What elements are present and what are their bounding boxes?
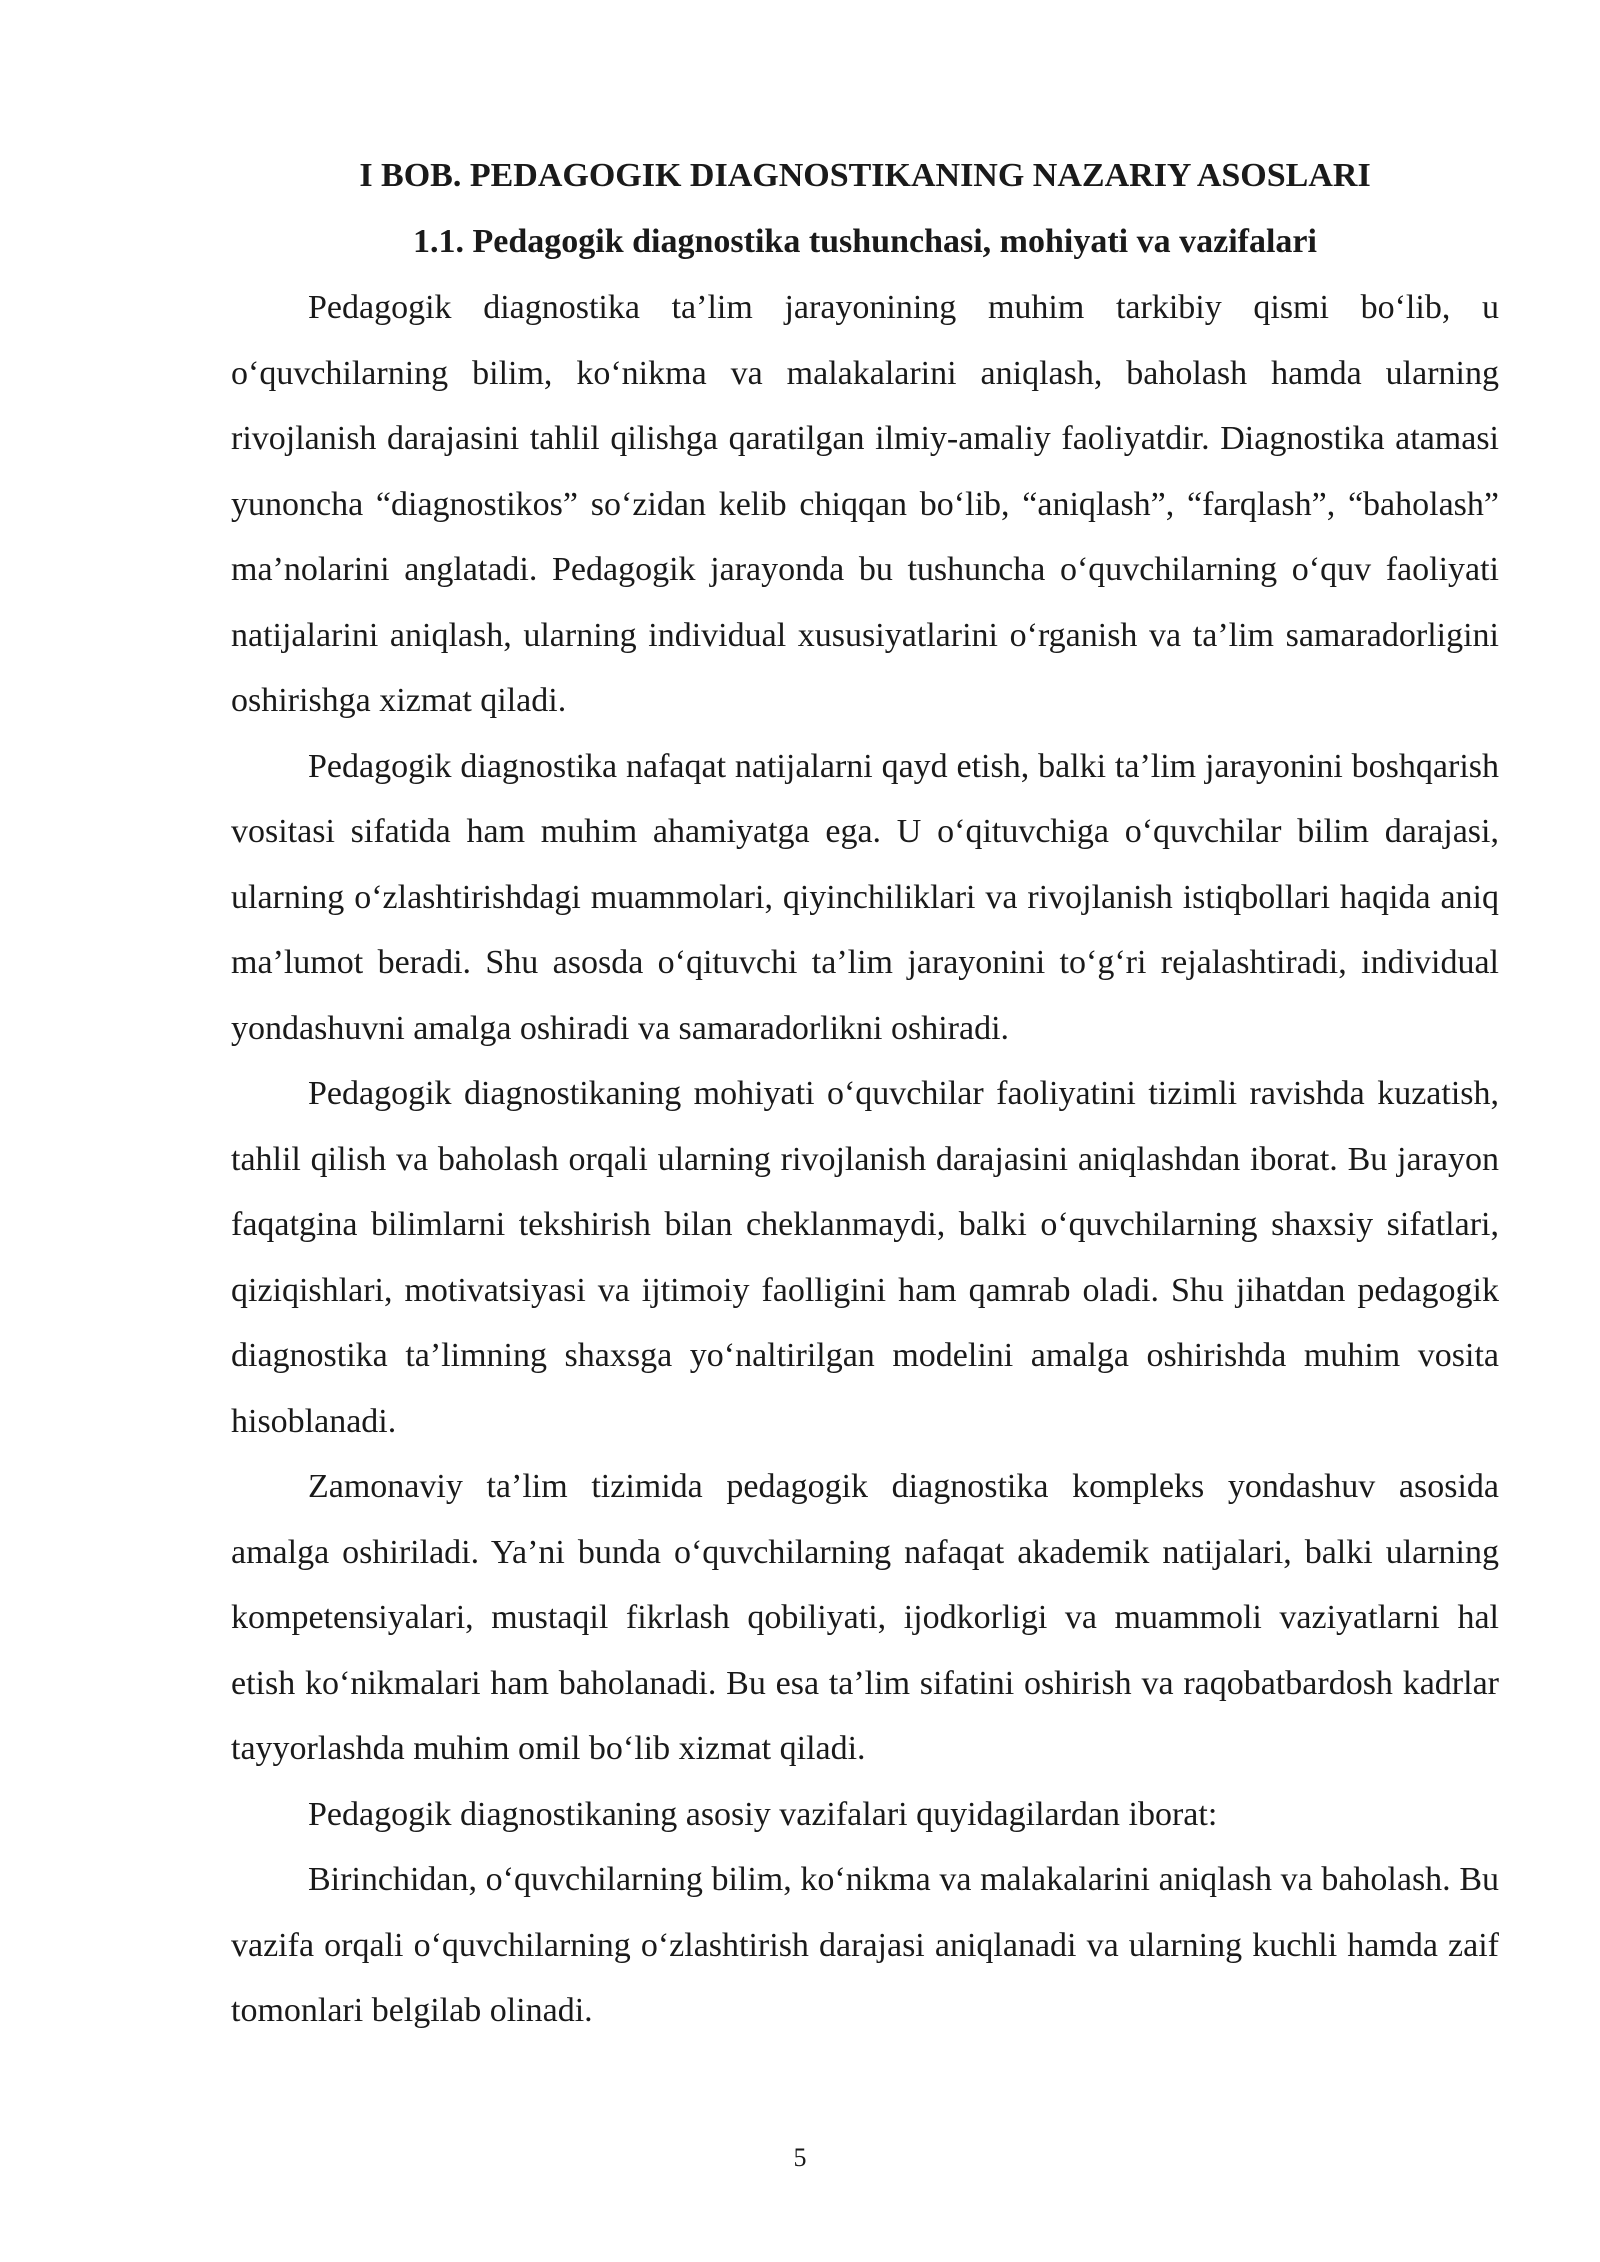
- paragraph-4: Zamonaviy ta’lim tizimida pedagogik diagnostika kompleks yondashuv asosida amalga oshiriladi. Ya’ni bunda o‘quvchilarning nafaqat akademik natijalari, balki ularning kompetensiyalari, mustaqil fikrlash qobiliyati, ijodkorligi va muammoli vaziyatlarni hal etish ko‘nikmalari ham baholanadi. Bu esa ta’lim sifatini oshirish va raqobatbardosh kadrlar tayyorlashda muhim omil bo‘lib xizmat qiladi.: [231, 1468, 1499, 1767]
- paragraph-1: Pedagogik diagnostika ta’lim jarayonining muhim tarkibiy qismi bo‘lib, u o‘quvchilarning bilim, ko‘nikma va malakalarini aniqlash, baholash hamda ularning rivojlanish darajasini tahlil qilishga qaratilgan ilmiy-amaliy faoliyatdir. Diagnostika atamasi yunoncha “diagnostikos” so‘zidan kelib chiqqan bo‘lib, “aniqlash”, “farqlash”, “baholash” ma’nolarini anglatadi. Pedagogik jarayonda bu tushuncha o‘quvchilarning o‘quv faoliyati natijalarini aniqlash, ularning individual xususiyatlarini o‘rganish va ta’lim samaradorligini oshirishga xizmat qiladi.: [231, 289, 1499, 719]
- section-title: 1.1. Pedagogik diagnostika tushunchasi, mohiyati va vazifalari: [413, 223, 1317, 260]
- paragraph-5: Pedagogik diagnostikaning asosiy vazifalari quyidagilardan iborat:: [308, 1795, 1218, 1833]
- chapter-title: I BOB. PEDAGOGIK DIAGNOSTIKANING NAZARIY ASOSLARI: [359, 157, 1371, 194]
- page-number: 5: [793, 2143, 807, 2172]
- paragraph-6: Birinchidan, o‘quvchilarning bilim, ko‘nikma va malakalarini aniqlash va baholash. Bu vazifa orqali o‘quvchilarning o‘zlashtirish darajasi aniqlanadi va ularning kuchli hamda zaif tomonlari belgilab olinadi.: [231, 1861, 1499, 2029]
- paragraph-2: Pedagogik diagnostika nafaqat natijalarni qayd etish, balki ta’lim jarayonini boshqarish vositasi sifatida ham muhim ahamiyatga ega. U o‘qituvchiga o‘quvchilar bilim darajasi, ularning o‘zlashtirishdagi muammolari, qiyinchiliklari va rivojlanish istiqbollari haqida aniq ma’lumot beradi. Shu asosda o‘qituvchi ta’lim jarayonini to‘g‘ri rejalashtiradi, individual yondashuvni amalga oshiradi va samaradorlikni oshiradi.: [231, 747, 1499, 1047]
- page-content: [231, 150, 1499, 2044]
- paragraph-3: Pedagogik diagnostikaning mohiyati o‘quvchilar faoliyatini tizimli ravishda kuzatish, tahlil qilish va baholash orqali ularning rivojlanish darajasini aniqlashdan iborat. Bu jarayon faqatgina bilimlarni tekshirish bilan cheklanmaydi, balki o‘quvchilarning shaxsiy sifatlari, qiziqishlari, motivatsiyasi va ijtimoiy faolligini ham qamrab oladi. Shu jihatdan pedagogik diagnostika ta’limning shaxsga yo‘naltirilgan modelini amalga oshirishda muhim vosita hisoblanadi.: [231, 1075, 1499, 1440]
